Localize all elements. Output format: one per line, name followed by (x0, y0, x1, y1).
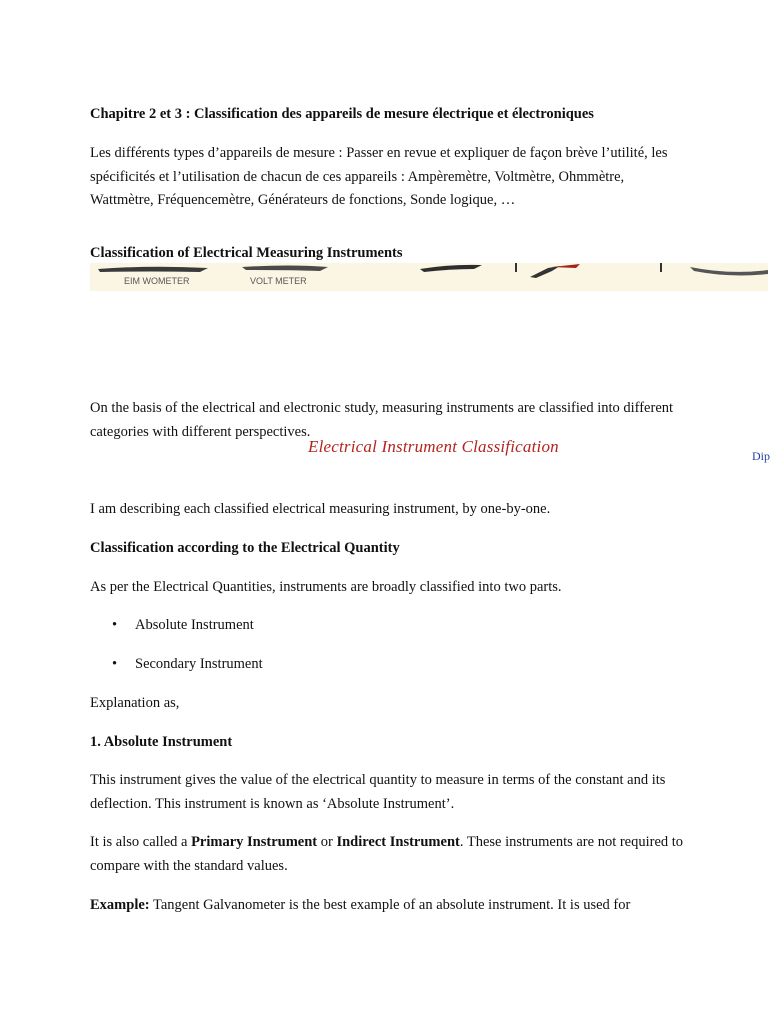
primary-instrument-term: Primary Instrument (191, 834, 318, 850)
absolute-paragraph: This instrument gives the value of the electrical quantity to measure in terms of the constant and its deflection. This instrument is known as ‘Absolute Instrument’. (90, 772, 666, 812)
explanation-paragraph: Explanation as, (90, 695, 180, 711)
classification-image-cut-text: Dip (752, 449, 770, 463)
chapter-heading: Chapitre 2 et 3 : Classification des appareils de mesure électrique et électroniques (90, 106, 594, 122)
also-mid-text: or (317, 834, 337, 850)
instruments-illustration (90, 263, 768, 291)
classification-heading: Classification of Electrical Measuring Instruments (90, 245, 403, 261)
basis-paragraph: On the basis of the electrical and electronic study, measuring instruments are classified into different categories with different perspectives. (90, 400, 674, 440)
quantities-paragraph: As per the Electrical Quantities, instruments are broadly classified into two parts. (90, 579, 562, 595)
example-paragraph (90, 894, 690, 918)
bullet-item: Absolute Instrument (135, 617, 254, 633)
instruments-image-strip (90, 263, 768, 291)
example-label: Example: (90, 897, 150, 913)
primary-instrument-paragraph (90, 831, 690, 878)
intro-paragraph-fr: Les différents types d’appareils de mesure : Passer en revue et expliquer de façon brève l’utilité, les spécificités et l’utilisation de chacun de ces appareils : Ampèremètre, Voltmètre, Ohmmètre, Wattmètre, Fréquencemètre, Générateurs de fonctions, Sonde logique, … (90, 145, 668, 208)
bullet-marker: • (112, 656, 118, 672)
strip-label-left: EIM WOMETER (124, 276, 190, 286)
describing-paragraph: I am describing each classified electrical measuring instrument, by one-by-one. (90, 501, 551, 517)
strip-label-right: VOLT METER (250, 276, 307, 286)
bullet-item: Secondary Instrument (135, 656, 263, 672)
electrical-quantity-heading: Classification according to the Electrical Quantity (90, 540, 400, 556)
bullet-marker: • (112, 617, 118, 633)
also-pre-text: It is also called a (90, 834, 192, 850)
indirect-instrument-term: Indirect Instrument (336, 834, 460, 850)
example-text: Tangent Galvanometer is the best example of an absolute instrument. It is used for (149, 897, 631, 913)
also-post-text: . These instruments are not required to compare with the standard values. (90, 834, 684, 874)
classification-image-title: Electrical Instrument Classification (308, 437, 559, 456)
absolute-instrument-heading: 1. Absolute Instrument (90, 734, 233, 750)
